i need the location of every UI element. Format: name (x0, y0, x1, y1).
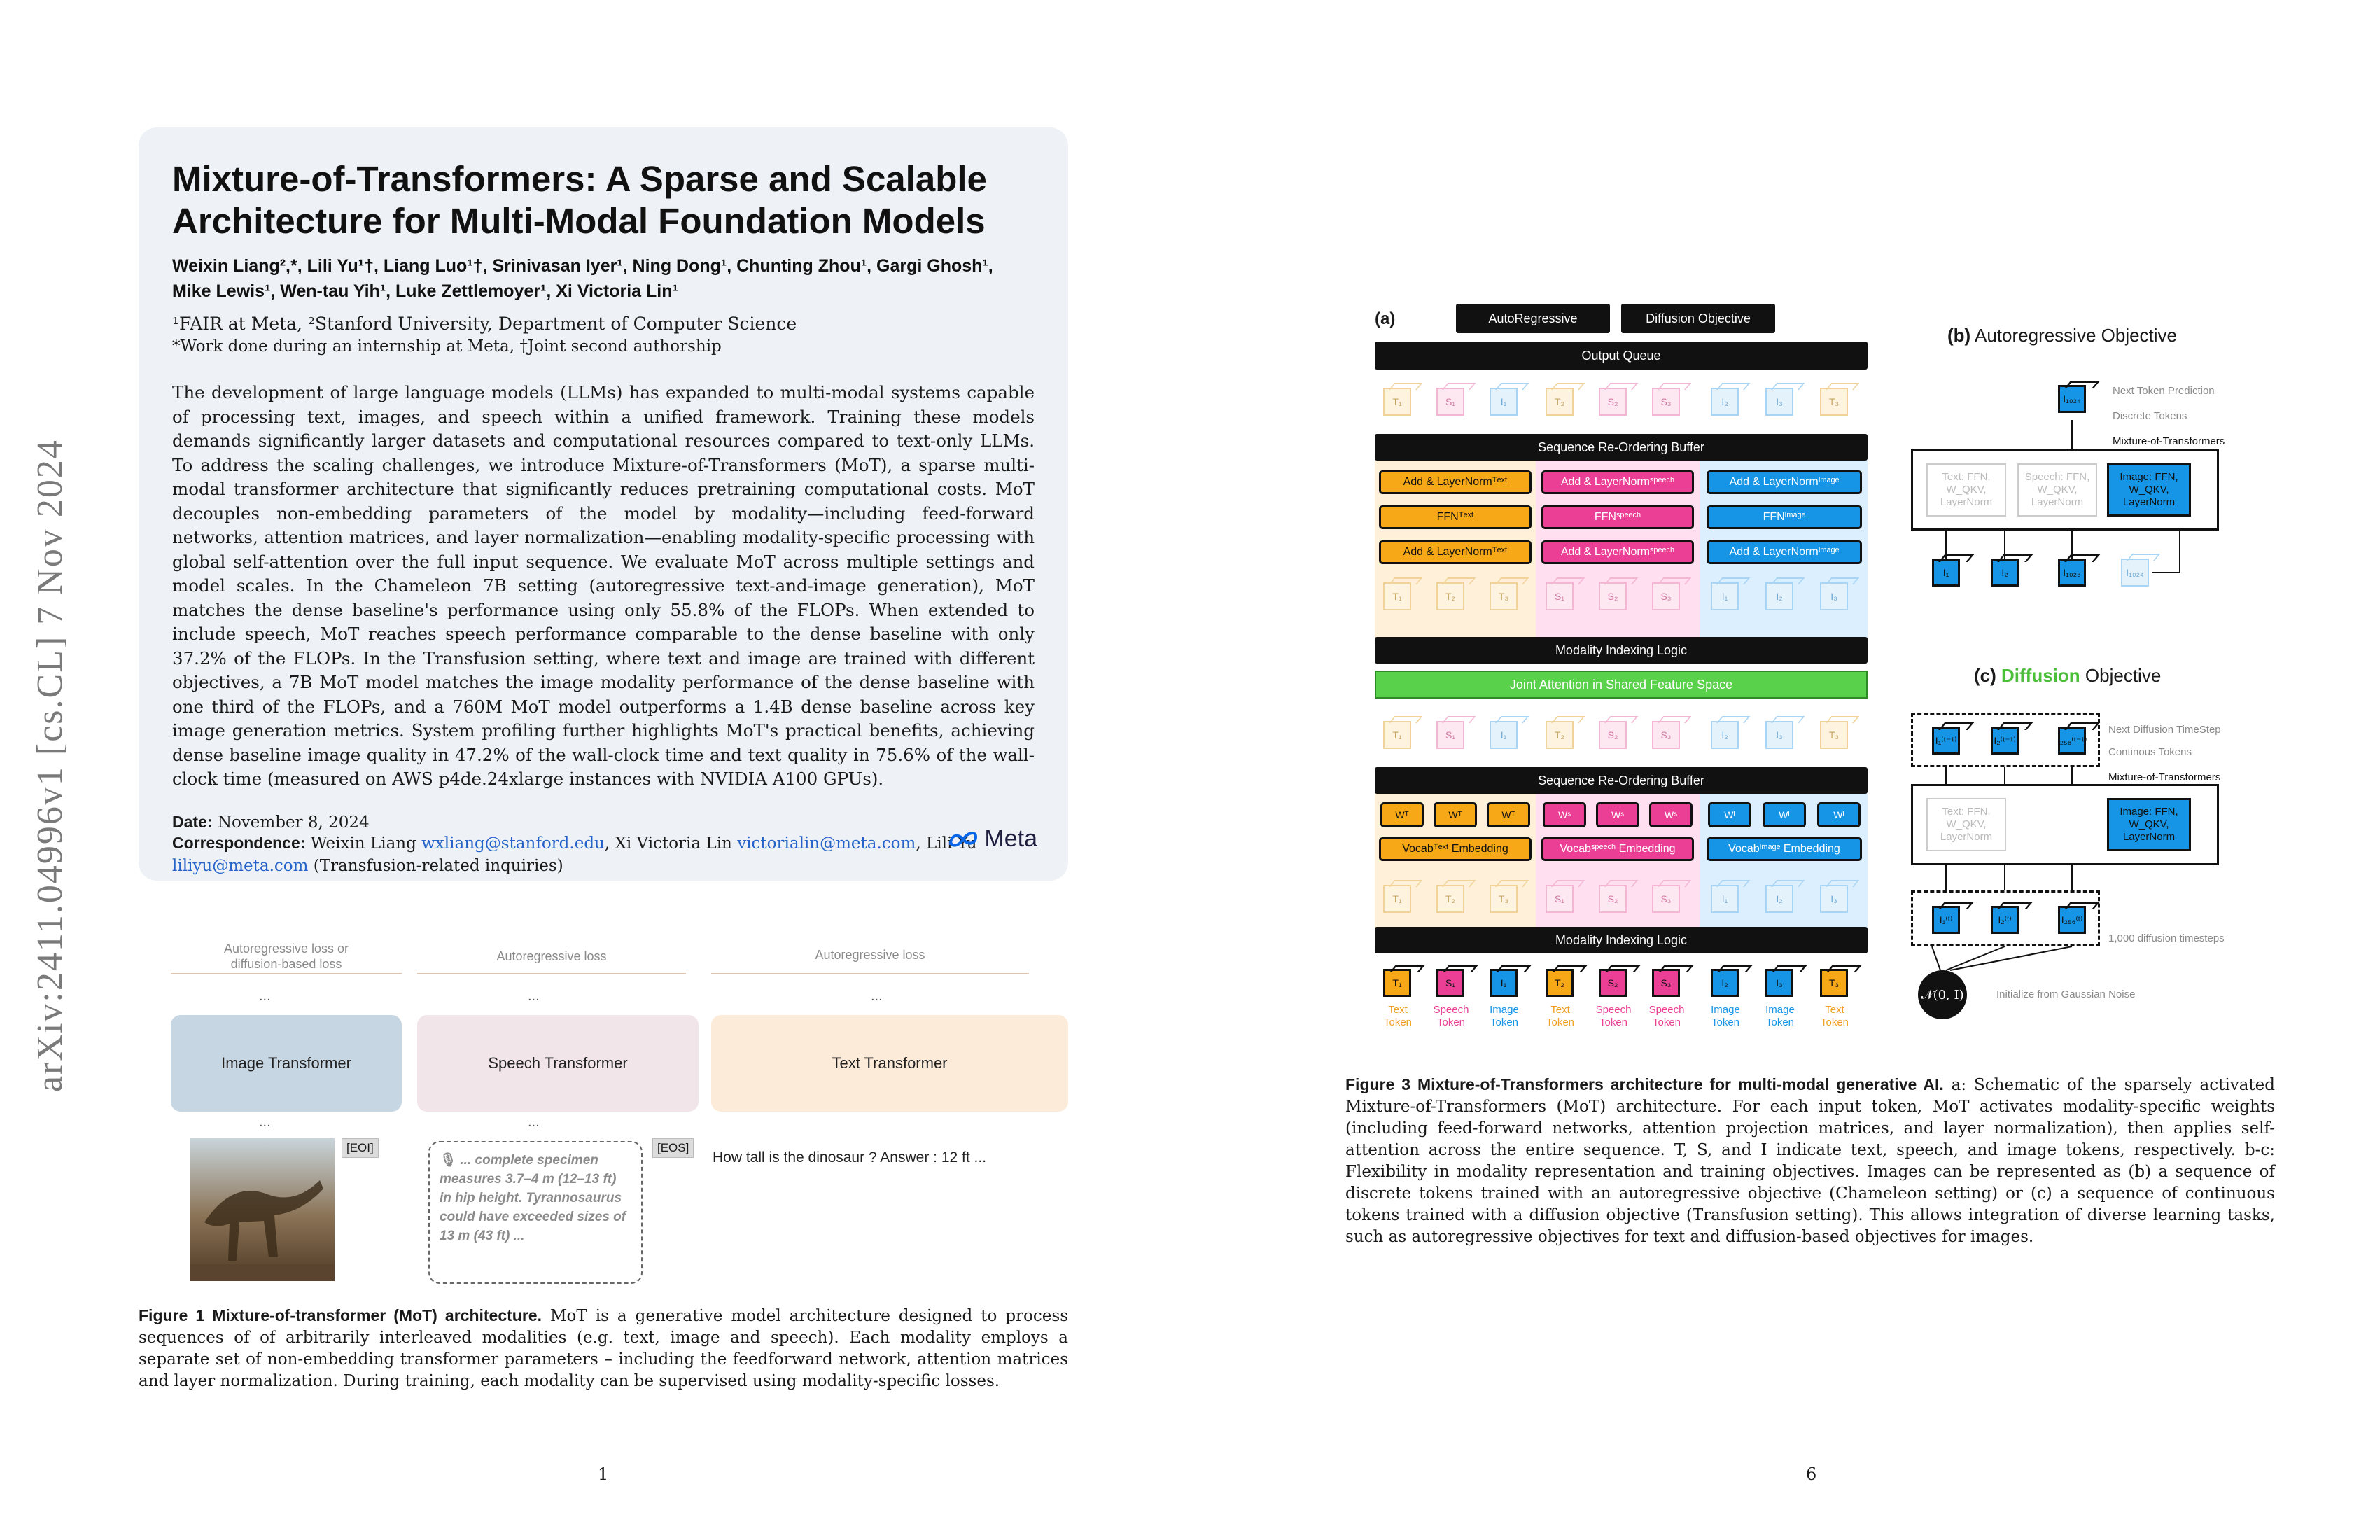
title-line-1: Mixture-of-Transformers: A Sparse and Scalable (172, 159, 987, 199)
wqkv-box: Wᵀ (1380, 802, 1424, 827)
token-cube: S₃ (1652, 721, 1680, 749)
token-cube: I₁ (1711, 885, 1739, 913)
add-norm-speech: Add & LayerNormˢᵖᵉᵉᶜʰ (1541, 540, 1694, 564)
token-cube: I₁ (1490, 969, 1518, 997)
discrete-tokens-note: Discrete Tokens (2113, 410, 2188, 422)
figure-1-caption (139, 1305, 1068, 1392)
add-norm-image: Add & LayerNormᴵᵐᵃᵍᵉ (1707, 540, 1862, 564)
ffn-text: FFNᵀᵉˣᵗ (1379, 505, 1532, 529)
b-input-cube: I₁ (1932, 559, 1960, 587)
token-cube: T₃ (1490, 582, 1518, 610)
token-cube: I₃ (1765, 388, 1793, 416)
corr-name: Lili Yu (925, 834, 977, 853)
affiliation: ¹FAIR at Meta, ²Stanford University, Department of Computer Science (172, 314, 797, 334)
token-cube: I₁ (1490, 388, 1518, 416)
author-footnote: *Work done during an internship at Meta, †Joint second authorship (172, 337, 722, 356)
token-cube: T₃ (1820, 388, 1848, 416)
token-label: Speech Token (1595, 1004, 1632, 1028)
vocab-embedding-text: Vocabᵀᵉˣᵗ Embedding (1379, 837, 1532, 861)
token-label: Text Token (1546, 1004, 1575, 1028)
meta-logo-text: Meta (984, 825, 1037, 852)
token-cube: I₁ (1711, 582, 1739, 610)
authors-line-1: Weixin Liang²,*, Lili Yu¹†, Liang Luo¹†, Srinivasan Iyer¹, Ning Dong¹, Chunting Zhou¹, Gargi Ghosh¹, (172, 256, 993, 276)
add-norm-text: Add & LayerNormᵀᵉˣᵗ (1379, 470, 1532, 494)
dots: ... (259, 988, 271, 1004)
c-output-cube: I₂⁽ᵗ⁻¹⁾ (1991, 727, 2019, 755)
token-label: Speech Token (1648, 1004, 1685, 1028)
token-cube: I₁ (1490, 721, 1518, 749)
dots: ... (528, 1114, 540, 1130)
loss-speech-label: Autoregressive loss (496, 949, 607, 963)
token-cube: T₂ (1546, 969, 1574, 997)
paper-header (139, 127, 1068, 881)
token-cube: S₂ (1599, 582, 1627, 610)
dots: ... (871, 988, 883, 1004)
corr-label: Correspondence: (172, 833, 306, 852)
meta-infinity-icon (946, 830, 980, 849)
reorder-buffer-bar: Sequence Re-Ordering Buffer (1375, 767, 1868, 794)
token-cube: T₃ (1490, 885, 1518, 913)
wqkv-box: Wᴵ (1708, 802, 1751, 827)
author-list (172, 253, 1035, 304)
text-sequence: How tall is the dinosaur ? Answer : 12 ft ... (713, 1149, 987, 1166)
modality-indexing-bar: Modality Indexing Logic (1375, 927, 1868, 953)
token-cube: S₂ (1599, 969, 1627, 997)
token-cube: S₂ (1599, 885, 1627, 913)
diffusion-objective-box: Diffusion Objective (1621, 304, 1775, 333)
block-label: Text Transformer (832, 1054, 948, 1072)
loss-image (171, 941, 402, 983)
dinosaur-skeleton-icon (190, 1138, 335, 1281)
token-cube: S₃ (1652, 582, 1680, 610)
continuous-tokens-note: Continous Tokens (2108, 746, 2192, 758)
b-text-box: Text: FFN, W_QKV, LayerNorm (1926, 463, 2006, 517)
modality-indexing-bar: Modality Indexing Logic (1375, 637, 1868, 664)
dots: ... (259, 1114, 271, 1130)
ffn-speech: FFNˢᵖᵉᵉᶜʰ (1541, 505, 1694, 529)
b-speech-box: Speech: FFN, W_QKV, LayerNorm (2017, 463, 2097, 517)
panel-c-prefix: (c) (1974, 665, 1996, 686)
c-output-cube: I₂₅₆⁽ᵗ⁻¹⁾ (2058, 727, 2086, 755)
timesteps-note: 1,000 diffusion timesteps (2108, 932, 2225, 944)
b-output-cube: I₁₀₂₄ (2058, 385, 2086, 413)
c-text-box: Text: FFN, W_QKV, LayerNorm (1926, 798, 2006, 851)
token-label: Text Token (1820, 1004, 1849, 1028)
token-cube: T₂ (1546, 721, 1574, 749)
token-cube: T₁ (1383, 969, 1411, 997)
corr-note: (Transfusion-related inquiries) (313, 856, 564, 875)
token-cube: T₁ (1383, 721, 1411, 749)
add-norm-speech: Add & LayerNormˢᵖᵉᵉᶜʰ (1541, 470, 1694, 494)
text-transformer-block (711, 1015, 1068, 1112)
image-transformer-block (171, 1015, 402, 1112)
speech-transcript-text: ... complete specimen measures 3.7–4 m (12–13 ft) in hip height. Tyrannosaurus could have exceeded sizes of 13 m (43 ft) ... (440, 1153, 626, 1243)
panel-c-title-diffusion: Diffusion (2001, 665, 2080, 686)
token-cube: I₂ (1711, 388, 1739, 416)
corr-email-link[interactable]: liliyu@meta.com (172, 856, 309, 875)
token-cube: I₂ (1765, 885, 1793, 913)
speech-transcript (428, 1141, 643, 1284)
token-cube: T₁ (1383, 885, 1411, 913)
next-token-note: Next Token Prediction (2113, 385, 2215, 397)
c-input-cube: I₂₅₆⁽ᵗ⁾ (2058, 906, 2086, 934)
token-cube: T₁ (1383, 582, 1411, 610)
wqkv-box: Wˢ (1543, 802, 1586, 827)
c-input-cube: I₁⁽ᵗ⁾ (1932, 906, 1960, 934)
token-cube: S₁ (1436, 388, 1464, 416)
token-cube: S₁ (1546, 885, 1574, 913)
meta-logo (946, 825, 1037, 853)
corr-email-link[interactable]: wxliang@stanford.edu (421, 834, 605, 853)
token-label: Image Token (1490, 1004, 1519, 1028)
eos-tag: [EOS] (652, 1138, 694, 1158)
c-output-cube: I₁⁽ᵗ⁻¹⁾ (1932, 727, 1960, 755)
next-diffusion-note: Next Diffusion TimeStep (2108, 724, 2221, 736)
token-cube: I₂ (1765, 582, 1793, 610)
loss-bracket (711, 973, 1029, 974)
arxiv-stamp: arXiv:2411.04996v1 [cs.CL] 7 Nov 2024 (30, 439, 70, 1092)
token-cube: S₂ (1599, 721, 1627, 749)
wqkv-box: Wᵀ (1434, 802, 1477, 827)
authors-line-2: Mike Lewis¹, Wen-tau Yih¹, Luke Zettlemoyer¹, Xi Victoria Lin¹ (172, 281, 678, 301)
corr-name: Xi Victoria Lin (615, 834, 732, 853)
token-label: Text Token (1383, 1004, 1413, 1028)
token-cube: I₃ (1765, 969, 1793, 997)
gaussian-note: Initialize from Gaussian Noise (1996, 988, 2136, 1000)
panel-c-title-text: Objective (2085, 665, 2162, 686)
eoi-tag: [EOI] (342, 1138, 379, 1158)
c-image-box: Image: FFN, W_QKV, LayerNorm (2107, 798, 2191, 851)
token-cube: T₁ (1383, 388, 1411, 416)
date-value: November 8, 2024 (217, 813, 370, 832)
caption-label: Figure 3 Mixture-of-Transformers architecture for multi-modal generative AI. (1345, 1075, 1944, 1093)
panel-b-prefix: (b) (1947, 325, 1971, 346)
caption-text: MoT is a generative model architecture designed to process sequences of of arbitrarily interleaved modalities (e.g. text, image and speech). Each modality employs a separate set of non-embedding transformer parameters – including the feedforward network, attention matrices and layer normalization. During training, each modality can be supervised using modality-specific losses. (139, 1307, 1068, 1390)
wqkv-box: Wˢ (1596, 802, 1639, 827)
loss-speech (417, 941, 686, 983)
add-norm-text: Add & LayerNormᵀᵉˣᵗ (1379, 540, 1532, 564)
token-cube: I₂ (1711, 969, 1739, 997)
loss-image-label: Autoregressive loss or diffusion-based loss (223, 941, 349, 971)
token-label: Speech Token (1433, 1004, 1469, 1028)
panel-a-label: (a) (1375, 309, 1396, 328)
figure-1 (139, 931, 1068, 1295)
token-cube: I₃ (1820, 582, 1848, 610)
token-cube: T₂ (1436, 885, 1464, 913)
token-cube: T₃ (1820, 969, 1848, 997)
b-image-box: Image: FFN, W_QKV, LayerNorm (2107, 463, 2191, 517)
abstract: The development of large language models (LLMs) has expanded to multi-modal systems capable of processing text, images, and speech within a unified framework. Training these models demands significantly larger datasets and computational resources compared to text-only LLMs. To address the scaling challenges, we introduce Mixture-of-Transformers (MoT), a sparse multi-modal transformer architecture that significantly reduces pretraining computational costs. MoT decouples non-embedding parameters of the model by modality—including feed-forward networks, attention matrices, and layer normalization—enabling modality-specific processing with global self-attention over the full input sequence. We evaluate MoT across multiple settings and model scales. In the Chameleon 7B setting (autoregressive text-and-image generation), MoT matches the dense baseline's performance using only 55.8% of the FLOPs. When extended to include speech, MoT reaches speech performance comparable to the dense baseline with only 37.2% of the FLOPs. In the Transfusion setting, where text and image are trained with different objectives, a 7B MoT model matches the image modality performance of the dense baseline with one third of the FLOPs, and a 760M MoT model outperforms a 1.4B dense baseline across key image generation metrics. System profiling further highlights MoT's practical benefits, achieving dense baseline image quality in 47.2% of the wall-clock time and text quality in 75.6% of the wall-clock time (measured on AWS p4de.24xlarge instances with NVIDIA A100 GPUs). (172, 382, 1035, 789)
paper-title (172, 158, 1035, 242)
panel-arrows (1911, 294, 2233, 1050)
token-label: Image Token (1711, 1004, 1740, 1028)
figure-3 (1365, 294, 2275, 1050)
b-input-cube: I₁₀₂₃ (2058, 559, 2086, 587)
block-label: Image Transformer (221, 1054, 351, 1072)
gaussian-noise-node: 𝒩(0, I) (1918, 970, 1967, 1019)
corr-name: Weixin Liang (310, 834, 416, 853)
autoregressive-box: AutoRegressive (1456, 304, 1610, 333)
joint-attention-bar: Joint Attention in Shared Feature Space (1375, 671, 1868, 699)
page-number: 1 (598, 1464, 609, 1484)
reorder-buffer-bar: Sequence Re-Ordering Buffer (1375, 434, 1868, 461)
vocab-embedding-image: Vocabᴵᵐᵃᵍᵉ Embedding (1707, 837, 1862, 861)
panel-b-title-text: Autoregressive Objective (1975, 325, 2178, 346)
speech-transformer-block (417, 1015, 699, 1112)
token-cube: T₃ (1820, 721, 1848, 749)
token-cube: S₁ (1436, 969, 1464, 997)
vocab-embedding-speech: Vocabˢᵖᵉᵉᶜʰ Embedding (1541, 837, 1694, 861)
token-cube: I₃ (1820, 885, 1848, 913)
token-cube: T₂ (1546, 388, 1574, 416)
dinosaur-image (190, 1138, 335, 1281)
block-label: Speech Transformer (488, 1054, 628, 1072)
date-line (172, 813, 1035, 832)
output-queue-bar: Output Queue (1375, 342, 1868, 370)
wqkv-box: Wᵀ (1487, 802, 1530, 827)
add-norm-image: Add & LayerNormᴵᵐᵃᵍᵉ (1707, 470, 1862, 494)
wqkv-box: Wˢ (1649, 802, 1693, 827)
mot-label: Mixture-of-Transformers (2113, 435, 2225, 447)
ffn-image: FFNᴵᵐᵃᵍᵉ (1707, 505, 1862, 529)
title-line-2: Architecture for Multi-Modal Foundation Models (172, 201, 986, 241)
token-cube: S₃ (1652, 969, 1680, 997)
b-input-cube: I₁₀₂₄ (2121, 559, 2149, 587)
caption-text: a: Schematic of the sparsely activated Mixture-of-Transformers (MoT) architecture. For each input token, MoT activates modality-specific weights (including feed-forward networks, attention projection matrices, and layer normalization), then applies self-attention across the entire sequence. T, S, and I indicate text, speech, and image tokens, respectively. b-c: Flexibility in modality representation and training objectives. Images can be represented as (b) a sequence of discrete tokens trained with an autoregressive objective (Chameleon setting) or (c) a sequence of continuous tokens trained with a diffusion objective (Transfusion setting). This allows integration of diverse learning tasks, such as autoregressive objectives for text and diffusion-based objectives for images. (1345, 1076, 2275, 1246)
token-cube: S₃ (1652, 885, 1680, 913)
date-label: Date: (172, 812, 213, 831)
c-input-cube: I₂⁽ᵗ⁾ (1991, 906, 2019, 934)
token-cube: I₃ (1765, 721, 1793, 749)
microphone-icon: 🎙 (440, 1153, 457, 1168)
corr-email-link[interactable]: victorialin@meta.com (737, 834, 916, 853)
wqkv-box: Wᴵ (1763, 802, 1806, 827)
token-label: Image Token (1765, 1004, 1795, 1028)
token-cube: S₂ (1599, 388, 1627, 416)
page-number: 6 (1806, 1464, 1817, 1484)
loss-text (711, 941, 1029, 983)
loss-bracket (171, 973, 402, 974)
token-cube: S₃ (1652, 388, 1680, 416)
mot-label: Mixture-of-Transformers (2108, 771, 2221, 783)
token-cube: S₁ (1436, 721, 1464, 749)
loss-bracket (417, 973, 686, 974)
loss-text-label: Autoregressive loss (815, 948, 925, 962)
token-cube: T₂ (1436, 582, 1464, 610)
dots: ... (528, 988, 540, 1004)
token-cube: I₂ (1711, 721, 1739, 749)
correspondence: Correspondence: Weixin Liang wxliang@stanford.edu, Xi Victoria Lin victorialin@meta.com, Lili Yu liliyu@meta.com (Transfusion-related inquiries) (172, 833, 977, 875)
figure-3-caption (1345, 1074, 2275, 1248)
wqkv-box: Wᴵ (1817, 802, 1861, 827)
caption-label: Figure 1 Mixture-of-transformer (MoT) architecture. (139, 1306, 542, 1324)
b-input-cube: I₂ (1991, 559, 2019, 587)
token-cube: S₁ (1546, 582, 1574, 610)
